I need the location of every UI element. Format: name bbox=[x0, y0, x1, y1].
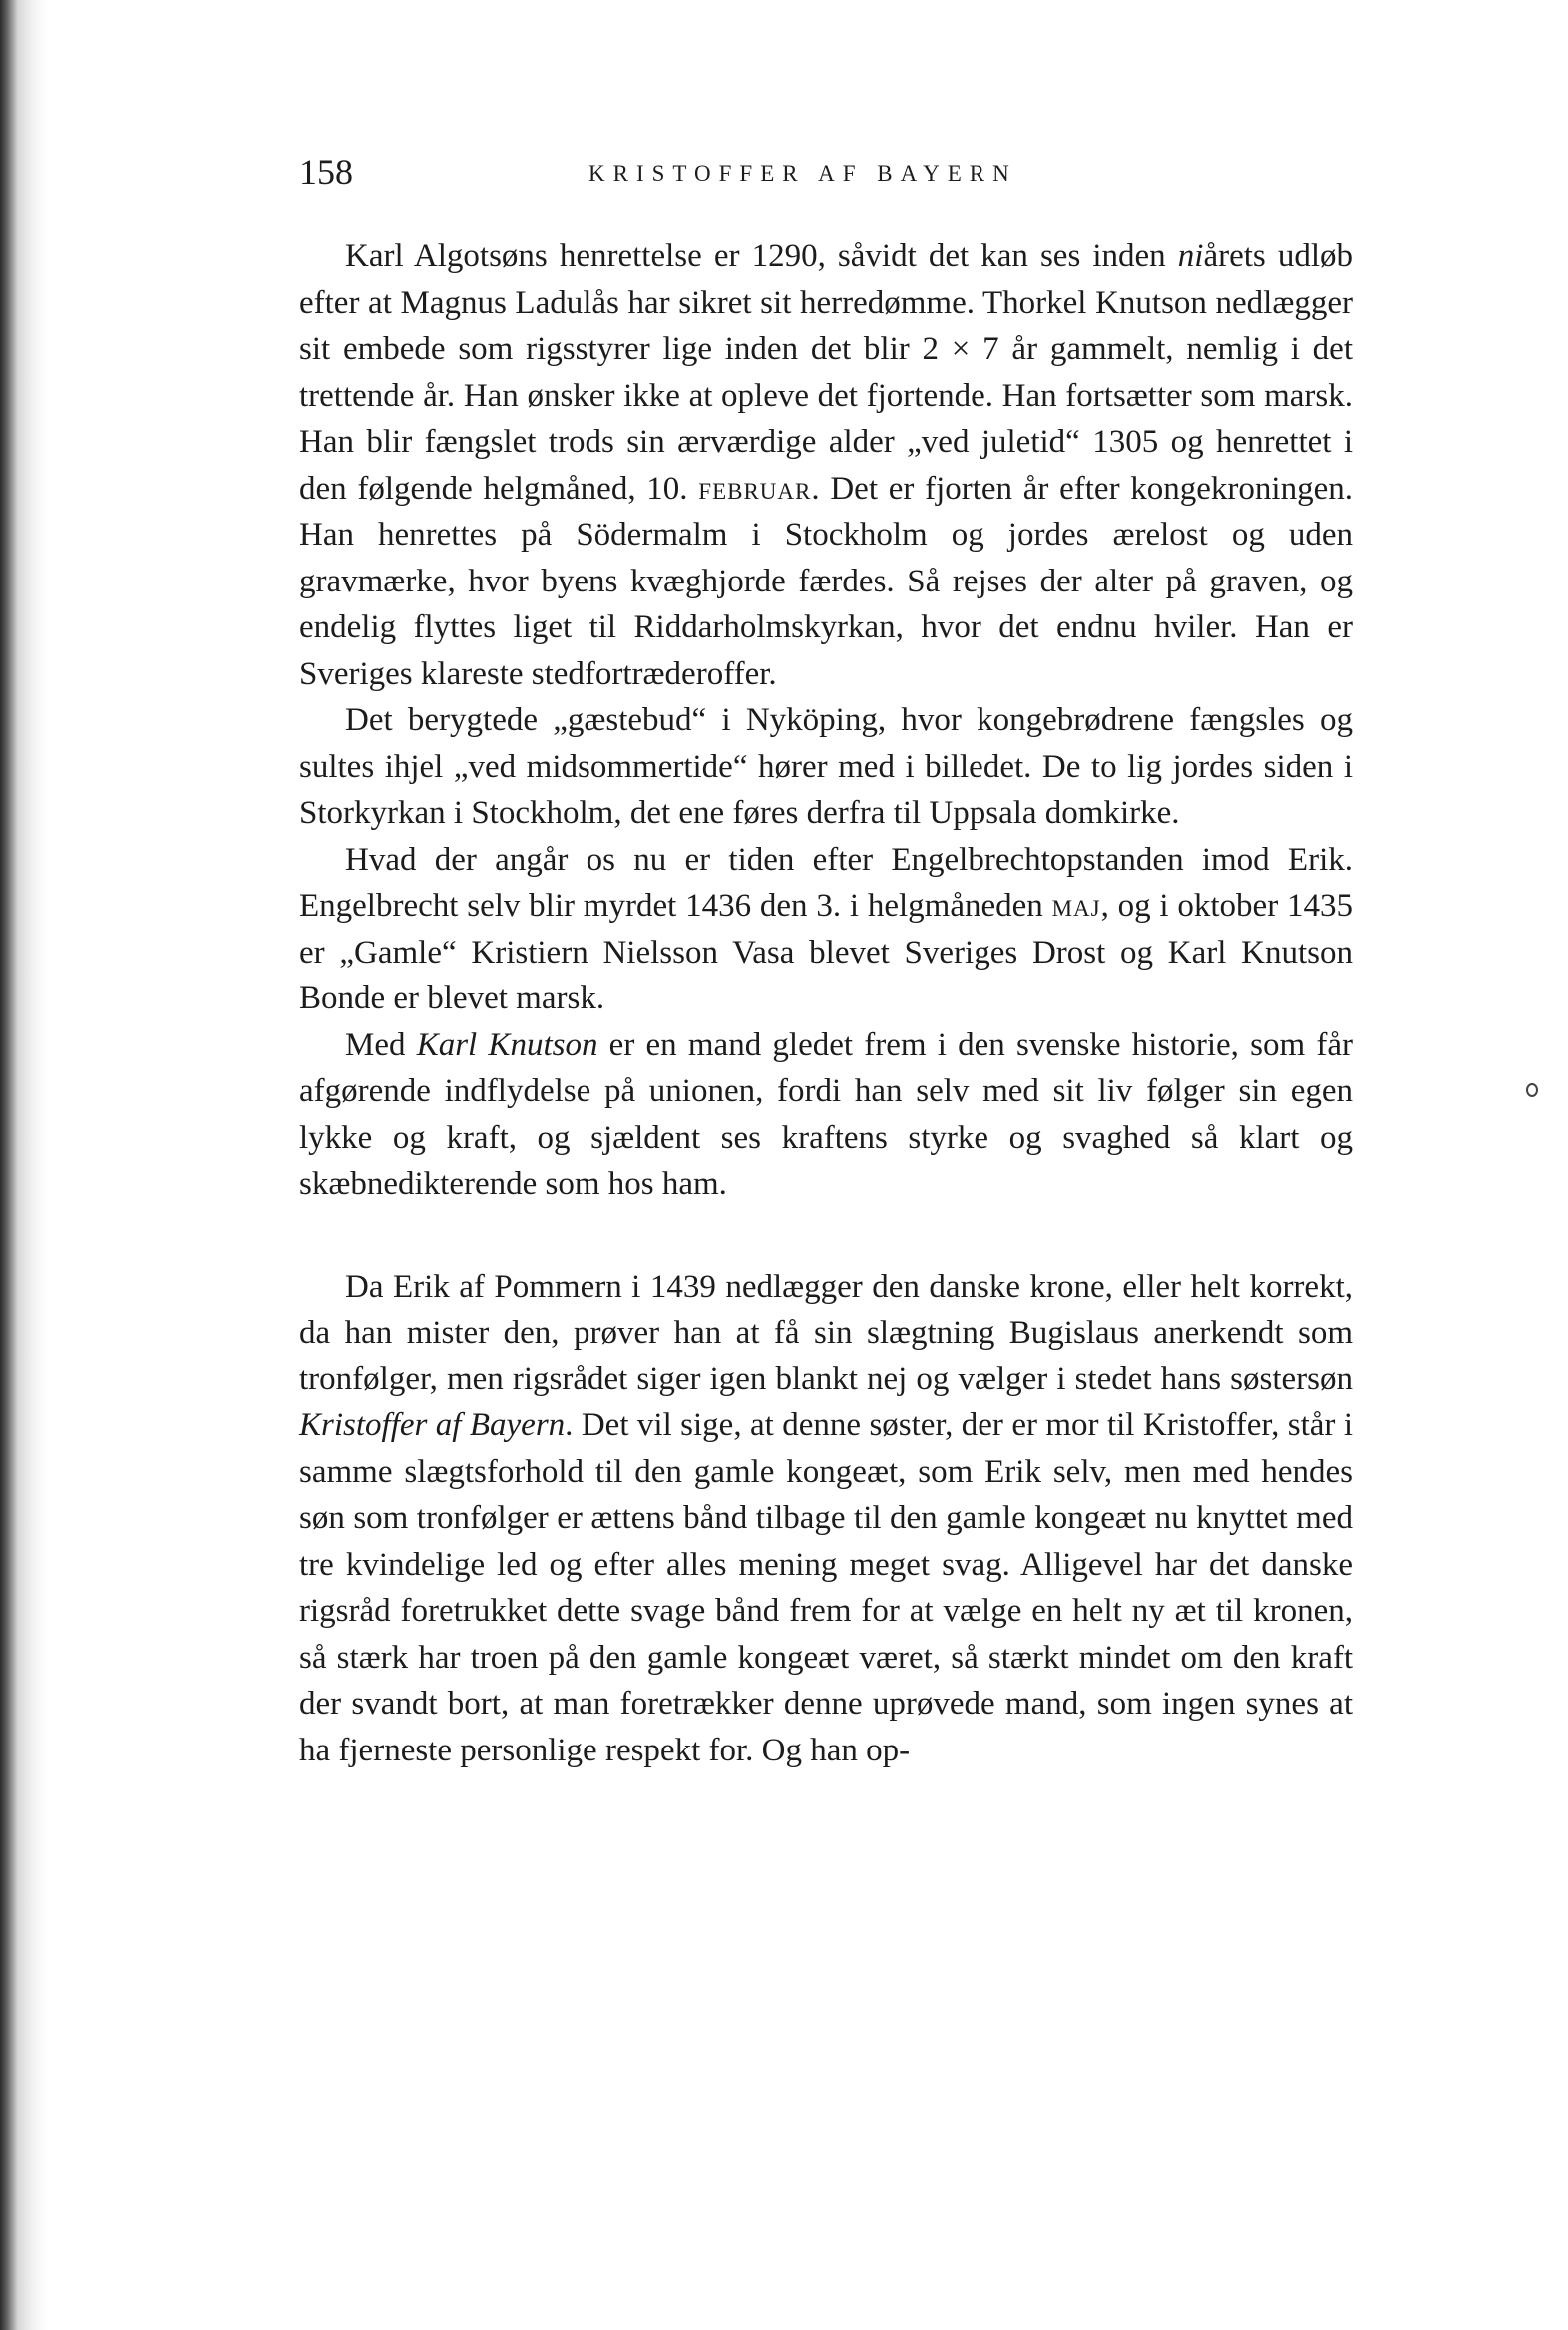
text-run: er en mand gledet frem i den svenske historie, som får afgørende indflydelse på unionen, fordi han selv med sit liv følger sin egen lykke og kraft, og sjældent ses kraftens styrke og svaghed så klart og skæbnedikterende som hos ham. bbox=[299, 1026, 1353, 1202]
text-run: Det berygtede „gæstebud“ i Nyköping, hvor kongebrødrene fængsles og sultes ihjel „ved midsommertide“ hører med i billedet. De to lig jordes siden i Storkyrkan i Stockholm, det ene føres derfra til Uppsala domkirke. bbox=[299, 702, 1353, 831]
italic-text: Kristoffer af Bayern bbox=[299, 1407, 566, 1443]
section-break bbox=[299, 1208, 1353, 1264]
text-run: , og i oktober 1435 er „Gamle“ Kristiern Nielsson Vasa blevet Sveriges Drost og Karl Knutson Bonde er blevet marsk. bbox=[299, 888, 1353, 1016]
italic-text: ni bbox=[1177, 238, 1204, 274]
paragraph bbox=[299, 1264, 1353, 1774]
margin-mark bbox=[1526, 1083, 1538, 1097]
paragraph bbox=[299, 1022, 1353, 1208]
page-number: 158 bbox=[299, 152, 353, 192]
text-run: Med bbox=[345, 1026, 417, 1063]
small-caps-text: maj bbox=[1051, 888, 1101, 924]
text-run: årets udløb efter at Magnus Ladulås har sikret sit herredømme. Thorkel Knutson nedlægger sit embede som rigsstyrer lige inden det blir 2 × 7 år gammelt, nemlig i det trettende år. Han ønsker ikke at opleve det fjortende. Han fortsætter som marsk. Han blir fængslet trods sin ærværdige alder „ved juletid“ 1305 og henrettet i den følgende helgmåned, 10. bbox=[299, 238, 1354, 507]
running-head bbox=[299, 150, 1353, 194]
page-binding-edge bbox=[0, 0, 48, 2330]
italic-text: Karl Knutson bbox=[416, 1026, 598, 1063]
small-caps-text: februar bbox=[698, 470, 812, 507]
book-page bbox=[299, 150, 1353, 1773]
text-run: Karl Algotsøns henrettelse er 1290, såvidt det kan ses inden bbox=[345, 238, 1178, 274]
text-run: . Det er fjorten år efter kongekroningen. Han henrettes på Södermalm i Stockholm og jordes ærelost og uden gravmærke, hvor byens kvæghjorde færdes. Så rejses der alter på graven, og endelig flyttes liget til Riddarholmskyrkan, hvor det endnu hviler. Han er Sveriges klareste stedfortræderoffer. bbox=[299, 470, 1353, 692]
running-title: KRISTOFFER AF BAYERN bbox=[588, 161, 1017, 186]
paragraph bbox=[299, 233, 1353, 697]
text-run: Hvad der angår os nu er tiden efter Engelbrechtopstanden imod Erik. Engelbrecht selv blir myrdet 1436 den 3. i helgmåneden bbox=[299, 841, 1353, 924]
paragraph bbox=[299, 697, 1353, 837]
text-run: Da Erik af Pommern i 1439 nedlægger den danske krone, eller helt korrekt, da han mister den, prøver han at få sin slægtning Bugislaus anerkendt som tronfølger, men rigsrådet siger igen blankt nej og vælger i stedet hans søstersøn bbox=[299, 1268, 1353, 1397]
text-run: . Det vil sige, at denne søster, der er mor til Kristoffer, står i samme slægtsforhold til den gamle kongeæt, som Erik selv, men med hendes søn som tronfølger er ættens bånd tilbage til den gamle kongeæt nu knyttet med tre kvindelige led og efter alles mening meget svag. Alligevel har det danske rigsråd foretrukket dette svage bånd frem for at vælge en helt ny æt til kronen, så stærk har troen på den gamle kongeæt været, så stærkt mindet om den kraft der svandt bort, at man foretrækker denne uprøvede mand, som ingen synes at ha fjerneste personlige respekt for. Og han op- bbox=[299, 1407, 1353, 1768]
paragraph bbox=[299, 837, 1353, 1022]
